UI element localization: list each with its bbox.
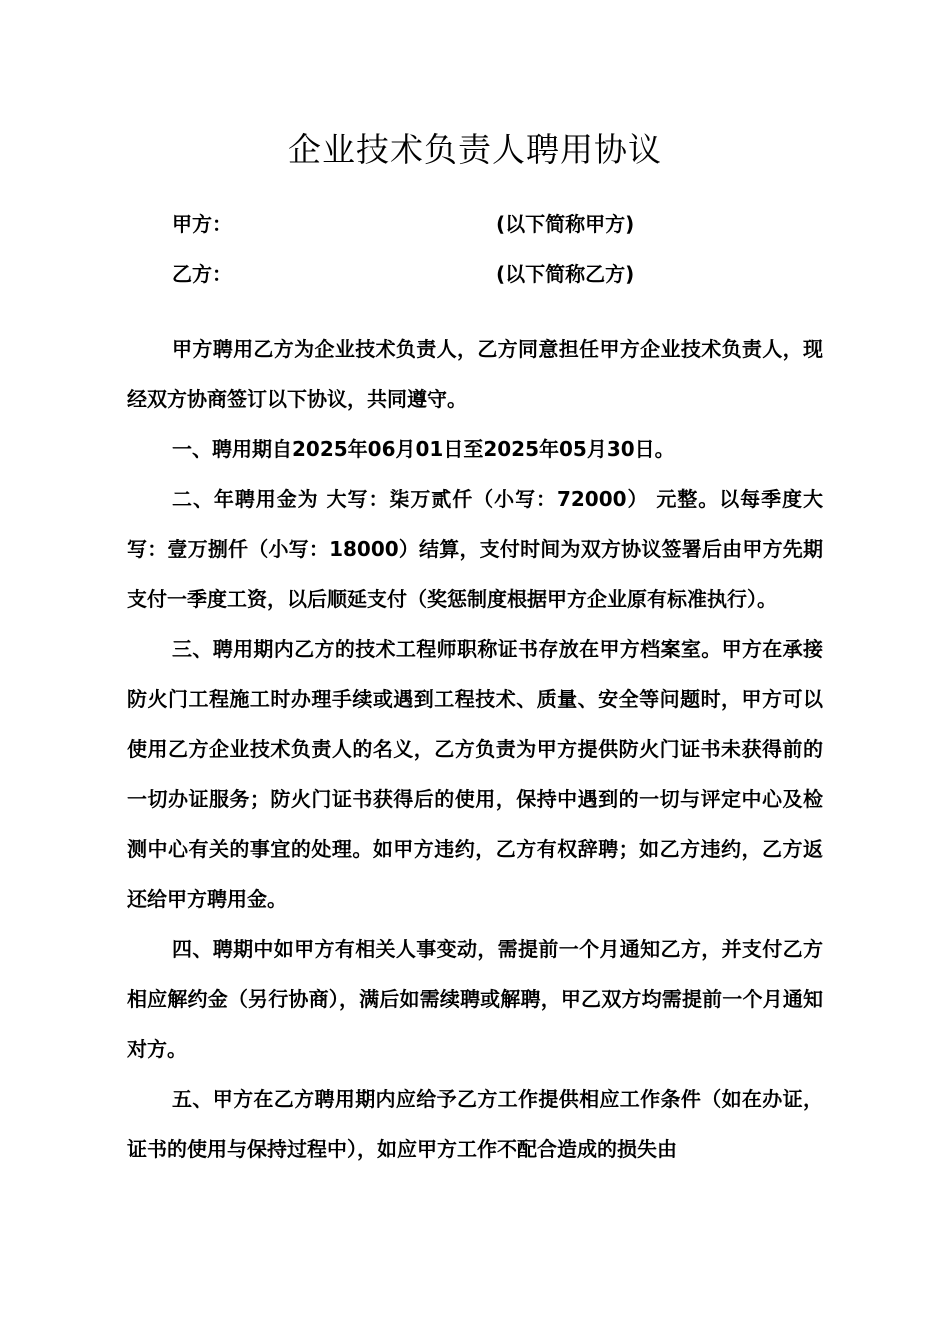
intro-paragraph: 甲方聘用乙方为企业技术负责人，乙方同意担任甲方企业技术负责人，现经双方协商签订以下协议，共同遵守。 xyxy=(127,337,823,411)
party-b-row xyxy=(172,259,692,289)
party-a-note: (以下简称甲方) xyxy=(496,212,635,236)
clause-5-paragraph: 五、甲方在乙方聘用期内应给予乙方工作提供相应工作条件（如在办证，证书的使用与保持过程中），如应甲方工作不配合造成的损失由 xyxy=(127,1087,823,1161)
party-a-row xyxy=(172,209,692,239)
party-b-label: 乙方： xyxy=(172,262,232,286)
clause-1-paragraph: 一、聘用期自2025年06月01日至2025年05月30日。 xyxy=(172,437,675,461)
clause-4-paragraph: 四、聘期中如甲方有相关人事变动，需提前一个月通知乙方，并支付乙方相应解约金（另行协商），满后如需续聘或解聘，甲乙双方均需提前一个月通知对方。 xyxy=(127,937,823,1061)
document-title: 企业技术负责人聘用协议 xyxy=(288,130,662,169)
clause-2-paragraph: 二、年聘用金为 大写：柒万贰仟（小写：72000） 元整。以每季度大写：壹万捌仟（小写：18000）结算，支付时间为双方协议签署后由甲方先期支付一季度工资，以后顺延支付（奖惩制度根据甲方企业原有标准执行）。 xyxy=(127,487,823,611)
clause-3-paragraph: 三、聘用期内乙方的技术工程师职称证书存放在甲方档案室。甲方在承接防火门工程施工时办理手续或遇到工程技术、质量、安全等问题时，甲方可以使用乙方企业技术负责人的名义，乙方负责为甲方提供防火门证书未获得前的一切办证服务；防火门证书获得后的使用，保持中遇到的一切与评定中心及检测中心有关的事宜的处理。如甲方违约，乙方有权辞聘；如乙方违约，乙方返还给甲方聘用金。 xyxy=(127,637,823,911)
party-a-label: 甲方： xyxy=(172,212,232,236)
party-b-note: (以下简称乙方) xyxy=(496,262,635,286)
agreement-body xyxy=(127,324,823,1174)
